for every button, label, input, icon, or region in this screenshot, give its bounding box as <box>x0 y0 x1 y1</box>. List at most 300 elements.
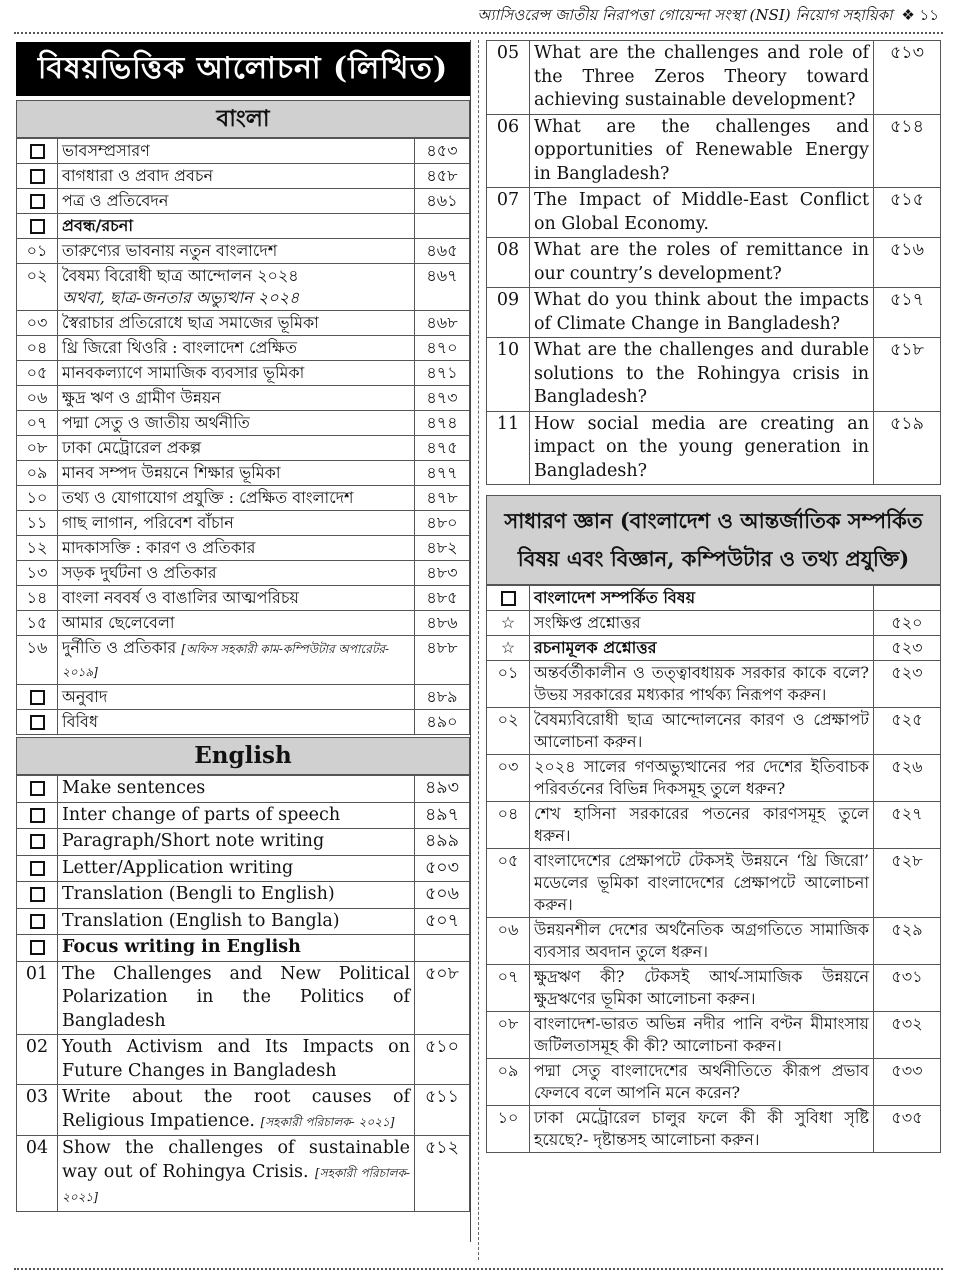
page-ref: ৫২৬ <box>874 755 941 802</box>
table-row <box>487 661 941 708</box>
row-number: 01 <box>17 961 58 1035</box>
row-number: 10 <box>487 338 530 412</box>
page-ref: ৫১৯ <box>874 411 941 485</box>
row-marker <box>487 586 530 611</box>
row-number: ০৯ <box>487 1059 530 1106</box>
row-number: ১৬ <box>17 636 58 685</box>
section-banner: বিষয়ভিত্তিক আলোচনা (লিখিত) <box>16 42 470 96</box>
row-title: What are the challenges and durable solutions to the Rohingya crisis in Bangladesh? <box>534 340 869 407</box>
page-ref: ৪৭১ <box>415 361 470 386</box>
row-title: ক্ষুদ্র ঋণ ও গ্রামীণ উন্নয়ন <box>62 388 221 407</box>
page-ref: ৫১৬ <box>874 238 941 288</box>
row-number: 05 <box>487 41 530 115</box>
page-ref <box>415 214 470 239</box>
page-number: ❖ ১১ <box>901 6 939 24</box>
table-row <box>17 336 470 361</box>
row-title: ঢাকা মেট্রোরেল চালুর ফলে কী কী সুবিধা সৃষ্টি হয়েছে?- দৃষ্টান্তসহ আলোচনা করুন। <box>534 1108 869 1149</box>
row-text <box>530 965 874 1012</box>
left-column <box>16 40 471 1242</box>
table-row <box>17 311 470 336</box>
row-marker <box>17 882 58 909</box>
page-ref: ৪৭৩ <box>415 386 470 411</box>
table-row <box>487 918 941 965</box>
row-title: How social media are creating an impact on the young generation in Bangladesh? <box>534 413 869 481</box>
row-title: সড়ক দুর্ঘটনা ও প্রতিকার <box>62 563 217 582</box>
table-row <box>17 386 470 411</box>
table-row <box>487 114 941 188</box>
row-title: Focus writing in English <box>62 937 301 957</box>
row-text <box>58 164 415 189</box>
row-number: ০৮ <box>487 1012 530 1059</box>
row-title: What do you think about the impacts of Climate Change in Bangladesh? <box>534 290 869 334</box>
checkbox-icon <box>501 591 516 606</box>
row-text <box>530 411 874 485</box>
table-row <box>17 361 470 386</box>
page-ref: ৪৭৫ <box>415 436 470 461</box>
row-number: 09 <box>487 288 530 338</box>
row-note: [অফিস সহকারী কাম-কম্পিউটার অপারেটর- ২০১৯] <box>62 642 390 679</box>
page-ref: ৫০৮ <box>415 961 470 1035</box>
row-marker <box>17 855 58 882</box>
row-marker <box>17 829 58 856</box>
row-text <box>58 710 415 735</box>
checkbox-icon <box>30 194 45 209</box>
row-title: থ্রি জিরো থিওরি : বাংলাদেশ প্রেক্ষিত <box>62 338 297 357</box>
table-row <box>487 611 941 636</box>
row-title: স্বৈরাচার প্রতিরোধে ছাত্র সমাজের ভূমিকা <box>62 313 319 332</box>
page-ref: ৪৯৯ <box>415 829 470 856</box>
checkbox-icon <box>30 169 45 184</box>
header-title: অ্যাসিওরেন্স জাতীয় নিরাপত্তা গোয়েন্দা সংস্থা (NSI) নিয়োগ সহায়িকা <box>477 6 893 24</box>
page-ref: ৫২৮ <box>874 849 941 918</box>
row-title: ২০২৪ সালের গণঅভ্যুত্থানের পর দেশের ইতিবাচক পরিবর্তনের বিভিন্ন দিকসমূহ তুলে ধরুন? <box>534 757 869 798</box>
row-title: সংক্ষিপ্ত প্রশ্নোত্তর <box>534 613 641 632</box>
row-title: তারুণ্যের ভাবনায় নতুন বাংলাদেশ <box>62 241 278 260</box>
table-row <box>17 935 470 962</box>
row-number: ০৯ <box>17 461 58 486</box>
row-title: What are the challenges and role of the Three Zeros Theory toward achieving sustainable development? <box>534 43 869 110</box>
page-header <box>0 4 939 30</box>
bangla-heading: বাংলা <box>16 100 470 138</box>
row-title: অন্তর্বর্তীকালীন ও তত্ত্বাবধায়ক সরকার কাকে বলে? উভয় সরকারের মধ্যকার পার্থক্য নিরূপণ করুন। <box>534 663 869 704</box>
row-title: মাদকাসক্তি : কারণ ও প্রতিকার <box>62 538 256 557</box>
row-text <box>58 1035 415 1085</box>
row-marker <box>17 214 58 239</box>
page-ref: ৪৭৭ <box>415 461 470 486</box>
page-ref: ৫১৫ <box>874 188 941 238</box>
row-number: ১৪ <box>17 586 58 611</box>
page-ref: ৫০৬ <box>415 882 470 909</box>
checkbox-icon <box>30 940 45 955</box>
table-row <box>487 849 941 918</box>
table-row <box>17 139 470 164</box>
row-note: [সহকারী পরিচালক- ২০২১] <box>62 1165 410 1204</box>
row-number: ০৪ <box>17 336 58 361</box>
table-row <box>17 829 470 856</box>
checkbox-icon <box>30 690 45 705</box>
checkbox-icon <box>30 715 45 730</box>
row-text <box>530 1012 874 1059</box>
row-text <box>58 1136 415 1212</box>
row-number: ০৩ <box>17 311 58 336</box>
row-title: Translation (English to Bangla) <box>62 910 340 931</box>
table-row <box>17 461 470 486</box>
page-ref: ৫২৭ <box>874 802 941 849</box>
row-text <box>58 139 415 164</box>
row-number: ০২ <box>17 264 58 311</box>
page-ref: ৪৭৪ <box>415 411 470 436</box>
page-ref: ৫৩৫ <box>874 1106 941 1153</box>
table-row <box>17 882 470 909</box>
row-number: 04 <box>17 1136 58 1212</box>
row-title: গাছ লাগান, পরিবেশ বাঁচান <box>62 513 234 532</box>
row-text <box>58 189 415 214</box>
row-number: ০৭ <box>17 411 58 436</box>
page-ref: ৫২৯ <box>874 918 941 965</box>
table-row <box>17 486 470 511</box>
row-marker <box>17 139 58 164</box>
row-marker <box>17 908 58 935</box>
row-text <box>530 238 874 288</box>
row-number: ০৪ <box>487 802 530 849</box>
table-row <box>17 164 470 189</box>
row-title: মানবকল্যাণে সামাজিক ব্যবসার ভূমিকা <box>62 363 305 382</box>
english-continued-table <box>486 40 941 485</box>
row-title: বাংলাদেশের প্রেক্ষাপটে টেকসই উন্নয়নে ‘থ্রি জিরো’ মডেলের ভূমিকা বাংলাদেশের প্রেক্ষাপটে আলোচনা করুন। <box>534 851 869 914</box>
table-row <box>487 288 941 338</box>
table-row <box>487 1012 941 1059</box>
row-text <box>58 411 415 436</box>
page-ref: ৪৮৫ <box>415 586 470 611</box>
page-ref: ৪৮৩ <box>415 561 470 586</box>
row-number: ১০ <box>487 1106 530 1153</box>
checkbox-icon <box>30 914 45 929</box>
row-text <box>58 1085 415 1136</box>
row-number: ০৩ <box>487 755 530 802</box>
row-number: 03 <box>17 1085 58 1136</box>
table-row <box>487 188 941 238</box>
table-row <box>17 436 470 461</box>
row-title: তথ্য ও যোগাযোগ প্রযুক্তি : প্রেক্ষিত বাংলাদেশ <box>62 488 354 507</box>
table-row <box>17 561 470 586</box>
row-text <box>530 586 874 611</box>
bangla-table <box>16 138 470 735</box>
page-ref: ৫২৫ <box>874 708 941 755</box>
table-row <box>17 611 470 636</box>
checkbox-icon <box>30 219 45 234</box>
row-title: Make sentences <box>62 778 206 798</box>
row-title: পদ্মা সেতু ও জাতীয় অর্থনীতি <box>62 413 250 432</box>
page-ref: ৫১২ <box>415 1136 470 1212</box>
checkbox-icon <box>30 834 45 849</box>
table-row <box>17 511 470 536</box>
row-number: ১২ <box>17 536 58 561</box>
row-text <box>58 685 415 710</box>
row-text <box>530 188 874 238</box>
row-text <box>530 1059 874 1106</box>
row-title: Translation (Bengli to English) <box>62 884 335 904</box>
row-text <box>530 849 874 918</box>
row-text <box>58 855 415 882</box>
row-text <box>58 336 415 361</box>
row-number: ১১ <box>17 511 58 536</box>
row-title: রচনামূলক প্রশ্নোত্তর <box>534 638 657 657</box>
row-title: আমার ছেলেবেলা <box>62 613 175 632</box>
row-title: ক্ষুদ্রঋণ কী? টেকসই আর্থ-সামাজিক উন্নয়নে ক্ষুদ্রঋণের ভূমিকা আলোচনা করুন। <box>534 967 869 1008</box>
row-text <box>58 436 415 461</box>
table-row <box>17 802 470 829</box>
page-ref: ৫১১ <box>415 1085 470 1136</box>
table-row <box>17 239 470 264</box>
page-ref: ৫২০ <box>874 611 941 636</box>
page-ref: ৫১০ <box>415 1035 470 1085</box>
row-title: Youth Activism and Its Impacts on Future Changes in Bangladesh <box>62 1037 410 1081</box>
row-title: ভাবসম্প্রসারণ <box>62 141 150 160</box>
table-row <box>17 908 470 935</box>
row-title: অনুবাদ <box>62 687 108 706</box>
row-title: প্রবন্ধ/রচনা <box>62 216 133 235</box>
row-number: ১৫ <box>17 611 58 636</box>
table-row <box>487 1059 941 1106</box>
row-number: 02 <box>17 1035 58 1085</box>
row-title: দুর্নীতি ও প্রতিকার <box>62 638 177 657</box>
page-ref: ৪৫৮ <box>415 164 470 189</box>
row-text <box>58 214 415 239</box>
page-ref <box>874 586 941 611</box>
row-title: বৈষম্যবিরোধী ছাত্র আন্দোলনের কারণ ও প্রেক্ষাপট আলোচনা করুন। <box>534 710 869 751</box>
row-text <box>530 918 874 965</box>
row-number: ০৭ <box>487 965 530 1012</box>
page-ref: ৫৩২ <box>874 1012 941 1059</box>
row-title: পত্র ও প্রতিবেদন <box>62 191 169 210</box>
row-title: What are the challenges and opportunities of Renewable Energy in Bangladesh? <box>534 116 869 184</box>
checkbox-icon <box>30 861 45 876</box>
row-text <box>530 611 874 636</box>
row-text <box>58 361 415 386</box>
row-text <box>58 511 415 536</box>
page-ref: ৫৩৩ <box>874 1059 941 1106</box>
table-row <box>17 961 470 1035</box>
general-knowledge-table <box>486 585 941 1153</box>
row-text <box>530 661 874 708</box>
row-marker <box>487 636 530 661</box>
star-icon: ☆ <box>500 613 516 632</box>
row-title: বাংলাদেশ-ভারত অভিন্ন নদীর পানি বণ্টন মীমাংসায় জটিলতাসমূহ কী কী? আলোচনা করুন। <box>534 1014 869 1055</box>
row-text <box>530 1106 874 1153</box>
row-title: মানব সম্পদ উন্নয়নে শিক্ষার ভূমিকা <box>62 463 281 482</box>
row-title: বাংলাদেশ সম্পর্কিত বিষয় <box>534 588 696 607</box>
english-table <box>16 775 470 1212</box>
row-marker <box>17 685 58 710</box>
row-number: ০৫ <box>17 361 58 386</box>
row-number: ০৮ <box>17 436 58 461</box>
row-number: ১৩ <box>17 561 58 586</box>
row-title: বাংলা নববর্ষ ও বাঙালির আত্মপরিচয় <box>62 588 299 607</box>
page-ref: ৪৮৯ <box>415 685 470 710</box>
page-ref: ৪৬৫ <box>415 239 470 264</box>
row-text <box>58 636 415 685</box>
page-ref: ৫১৭ <box>874 288 941 338</box>
page-ref: ৪৭০ <box>415 336 470 361</box>
row-marker <box>17 164 58 189</box>
row-text <box>58 561 415 586</box>
row-title: পদ্মা সেতু বাংলাদেশের অর্থনীতিতে কীরূপ প্রভাব ফেলবে বলে আপনি মনে করেন? <box>534 1061 869 1102</box>
row-text <box>58 461 415 486</box>
row-title: Show the challenges of sustainable way out of Rohingya Crisis. <box>62 1138 410 1182</box>
bottom-divider <box>14 1268 943 1270</box>
page-ref: ৪৬১ <box>415 189 470 214</box>
row-text <box>58 486 415 511</box>
page-ref: ৪৭৮ <box>415 486 470 511</box>
english-heading: English <box>16 737 470 775</box>
row-title: বাগধারা ও প্রবাদ প্রবচন <box>62 166 214 185</box>
table-row <box>17 411 470 436</box>
table-row <box>487 708 941 755</box>
table-row <box>17 1136 470 1212</box>
row-title: শেখ হাসিনা সরকারের পতনের কারণসমূহ তুলে ধরুন। <box>534 804 869 845</box>
row-text <box>58 311 415 336</box>
row-text <box>58 536 415 561</box>
row-text <box>58 611 415 636</box>
row-text <box>58 239 415 264</box>
general-knowledge-heading: সাধারণ জ্ঞান (বাংলাদেশ ও আন্তর্জাতিক সম্পর্কিত বিষয় এবং বিজ্ঞান, কম্পিউটার ও তথ্য প্রযুক্তি) <box>486 495 941 585</box>
row-title: Paragraph/Short note writing <box>62 831 325 851</box>
row-title: বিবিধ <box>62 712 98 731</box>
row-title: What are the roles of remittance in our country’s development? <box>534 240 869 284</box>
page-ref: ৪৮৮ <box>415 636 470 685</box>
page-ref: ৫১৪ <box>874 114 941 188</box>
row-marker <box>17 189 58 214</box>
table-row <box>487 1106 941 1153</box>
row-title: Letter/Application writing <box>62 857 294 878</box>
checkbox-icon <box>30 808 45 823</box>
table-row <box>487 636 941 661</box>
row-number: 08 <box>487 238 530 288</box>
row-number: 06 <box>487 114 530 188</box>
page-ref: ৪৬৭ <box>415 264 470 311</box>
row-text <box>530 708 874 755</box>
row-title: Inter change of parts of speech <box>62 804 341 825</box>
page-ref: ৪৫৩ <box>415 139 470 164</box>
table-row <box>17 264 470 311</box>
page-ref: ৫২৩ <box>874 636 941 661</box>
row-title: উন্নয়নশীল দেশের অর্থনৈতিক অগ্রগতিতে সামাজিক ব্যবসার অবদান তুলে ধরুন। <box>534 920 869 961</box>
row-text <box>58 386 415 411</box>
table-row <box>487 755 941 802</box>
page-ref <box>415 935 470 962</box>
page-ref: ৪৯০ <box>415 710 470 735</box>
row-number: ১০ <box>17 486 58 511</box>
checkbox-icon <box>30 781 45 796</box>
row-text <box>530 288 874 338</box>
row-text <box>58 935 415 962</box>
row-number: 07 <box>487 188 530 238</box>
row-number: ০১ <box>487 661 530 708</box>
table-row <box>17 1085 470 1136</box>
row-marker <box>487 611 530 636</box>
row-text <box>530 636 874 661</box>
row-number: ০৬ <box>487 918 530 965</box>
row-text <box>530 755 874 802</box>
page-ref: ৪৮০ <box>415 511 470 536</box>
row-title: Write about the root causes of Religious Impatience. <box>62 1087 410 1131</box>
row-text <box>530 802 874 849</box>
row-number: ০২ <box>487 708 530 755</box>
page-ref: ৫৩১ <box>874 965 941 1012</box>
table-row <box>17 586 470 611</box>
row-number: 11 <box>487 411 530 485</box>
right-column <box>486 40 941 1254</box>
row-marker <box>17 935 58 962</box>
page-ref: ৪৬৮ <box>415 311 470 336</box>
table-row <box>17 685 470 710</box>
top-divider <box>14 32 943 34</box>
checkbox-icon <box>30 144 45 159</box>
table-row <box>487 965 941 1012</box>
row-title: বৈষম্য বিরোধী ছাত্র আন্দোলন ২০২৪ <box>62 266 299 285</box>
table-row <box>487 238 941 288</box>
row-text <box>58 961 415 1035</box>
table-row <box>487 586 941 611</box>
table-row <box>17 710 470 735</box>
row-title: The Challenges and New Political Polarization in the Politics of Bangladesh <box>62 963 410 1031</box>
row-title: The Impact of Middle-East Conflict on Global Economy. <box>534 190 869 234</box>
table-row <box>17 776 470 803</box>
row-subtitle: অথবা, ছাত্র-জনতার অভ্যুত্থান ২০২৪ <box>62 288 300 307</box>
page-ref: ৪৯৩ <box>415 776 470 803</box>
table-row <box>487 338 941 412</box>
row-number: ০১ <box>17 239 58 264</box>
row-text <box>58 829 415 856</box>
table-row <box>17 855 470 882</box>
row-marker <box>17 776 58 803</box>
row-title: ঢাকা মেট্রোরেল প্রকল্প <box>62 438 202 457</box>
page-ref: ৫০৭ <box>415 908 470 935</box>
table-row <box>17 189 470 214</box>
row-number: ০৬ <box>17 386 58 411</box>
table-row <box>17 214 470 239</box>
row-marker <box>17 802 58 829</box>
page-ref: ৪৮২ <box>415 536 470 561</box>
table-row <box>17 1035 470 1085</box>
checkbox-icon <box>30 887 45 902</box>
table-row <box>17 636 470 685</box>
page-ref: ৫০৩ <box>415 855 470 882</box>
row-text <box>58 908 415 935</box>
row-text <box>58 882 415 909</box>
table-row <box>487 411 941 485</box>
page-ref: ৫২৩ <box>874 661 941 708</box>
page-ref: ৪৯৭ <box>415 802 470 829</box>
row-text <box>530 338 874 412</box>
star-icon: ☆ <box>500 638 516 657</box>
row-marker <box>17 710 58 735</box>
table-row <box>17 536 470 561</box>
page-ref: ৪৮৬ <box>415 611 470 636</box>
row-text <box>530 41 874 115</box>
page-ref: ৫১৩ <box>874 41 941 115</box>
page-ref: ৫১৮ <box>874 338 941 412</box>
table-row <box>487 802 941 849</box>
row-text <box>58 586 415 611</box>
column-separator <box>478 40 479 1260</box>
row-note: [সহকারী পরিচালক- ২০২১] <box>260 1114 395 1129</box>
row-text <box>530 114 874 188</box>
row-text <box>58 776 415 803</box>
table-row <box>487 41 941 115</box>
row-text <box>58 264 415 311</box>
row-text <box>58 802 415 829</box>
